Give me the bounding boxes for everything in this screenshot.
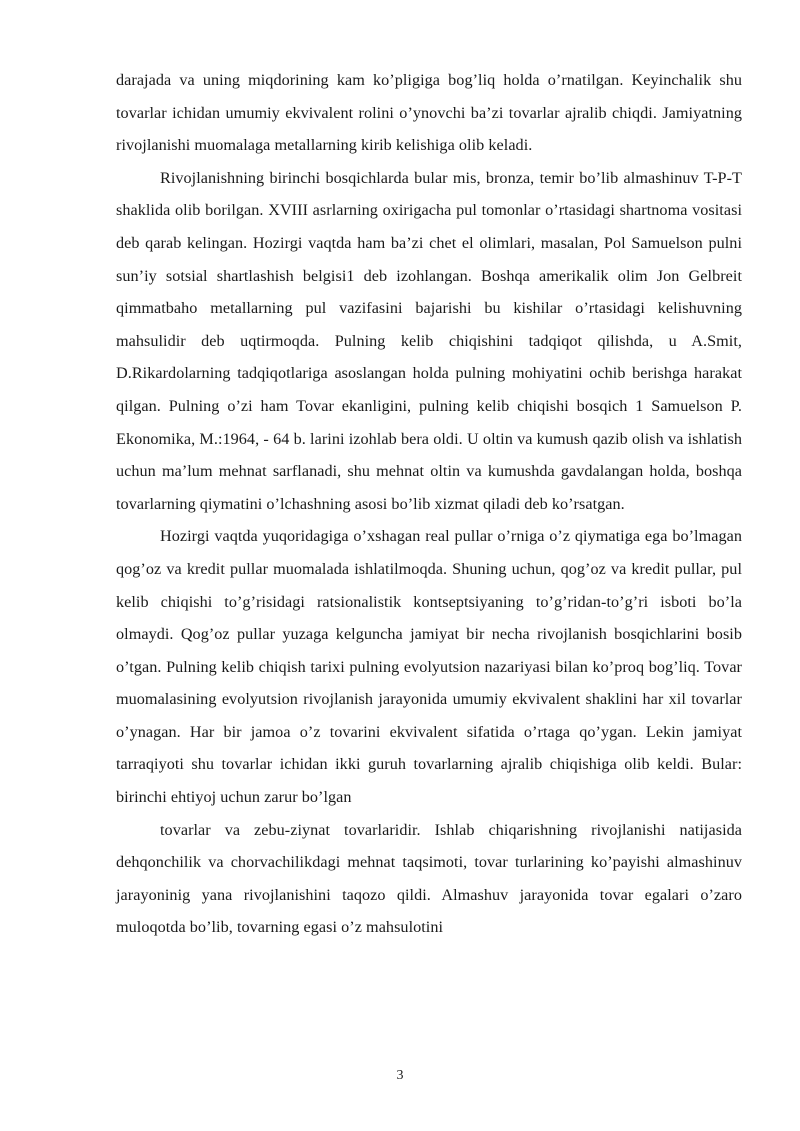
paragraph-1: darajada va uning miqdorining kam ko’pligiga bog’liq holda o’rnatilgan. Keyinchalik shu tovarlar ichidan umumiy ekvivalent rolini o’ynovchi ba’zi tovarlar ajralib chiqdi. Jamiyatning rivojlanishi muomalaga metallarning kirib kelishiga olib keladi. (116, 71, 742, 155)
paragraph-2: Rivojlanishning birinchi bosqichlarda bular mis, bronza, temir bo’lib almashinuv T-P-T shaklida olib borilgan. XVIII asrlarning oxirigacha pul tomonlar o’rtasidagi shartnoma vositasi deb qarab kelingan. Hozirgi vaqtda ham ba’zi chet el olimlari, masalan, Pol Samuelson pulni sun’iy sotsial shartlashish belgisi1 deb izohlangan. Boshqa amerikalik olim Jon Gelbreit qimmatbaho metallarning pul vazifasini bajarishi bu kishilar o’rtasidagi kelishuvning mahsulidir deb uqtirmoqda. Pulning kelib chiqishini tadqiqot qilishda, u A.Smit, D.Rikardolarning tadqiqotlariga asoslangan holda pulning mohiyatini ochib berishga harakat qilgan. Pulning o’zi ham Tovar ekanligini, pulning kelib chiqishi bosqich 1 Samuelson P. Ekonomika, M.:1964, - 64 b. larini izohlab bera oldi. U oltin va kumush qazib olish va ishlatish uchun ma’lum mehnat sarflanadi, shu mehnat oltin va kumushda gavdalangan holda, boshqa tovarlarning qiymatini o’lchashning asosi bo’lib xizmat qiladi deb ko’rsatgan. (116, 168, 742, 513)
document-body (116, 64, 742, 944)
paragraph-4: tovarlar va zebu-ziynat tovarlaridir. Ishlab chiqarishning rivojlanishi natijasida dehqonchilik va chorvachilikdagi mehnat taqsimoti, tovar turlarining ko’payishi almashinuv jarayoninig yana rivojlanishini taqozo qildi. Almashuv jarayonida tovar egalari o’zaro muloqotda bo’lib, tovarning egasi o’z mahsulotini (116, 820, 742, 937)
page-number: 3 (396, 1068, 404, 1083)
paragraph-3: Hozirgi vaqtda yuqoridagiga o’xshagan real pullar o’rniga o’z qiymatiga ega bo’lmagan qog’oz va kredit pullar muomalada ishlatilmoqda. Shuning uchun, qog’oz va kredit pullar, pul kelib chiqishi to’g’risidagi ratsionalistik kontseptsiyaning to’g’ridan-to’g’ri isboti bo’la olmaydi. Qog’oz pullar yuzaga kelguncha jamiyat bir necha rivojlanish bosqichlarini bosib o’tgan. Pulning kelib chiqish tarixi pulning evolyutsion nazariyasi bilan ko’proq bog’liq. Tovar muomalasining evolyutsion rivojlanish jarayonida umumiy ekvivalent shaklini har xil tovarlar o’ynagan. Har bir jamoa o’z tovarini ekvivalent sifatida o’rtaga qo’ygan. Lekin jamiyat tarraqiyoti shu tovarlar ichidan ikki guruh tovarlarning ajralib chiqishiga olib keldi. Bular: birinchi ehtiyoj uchun zarur bo’lgan (116, 527, 742, 807)
